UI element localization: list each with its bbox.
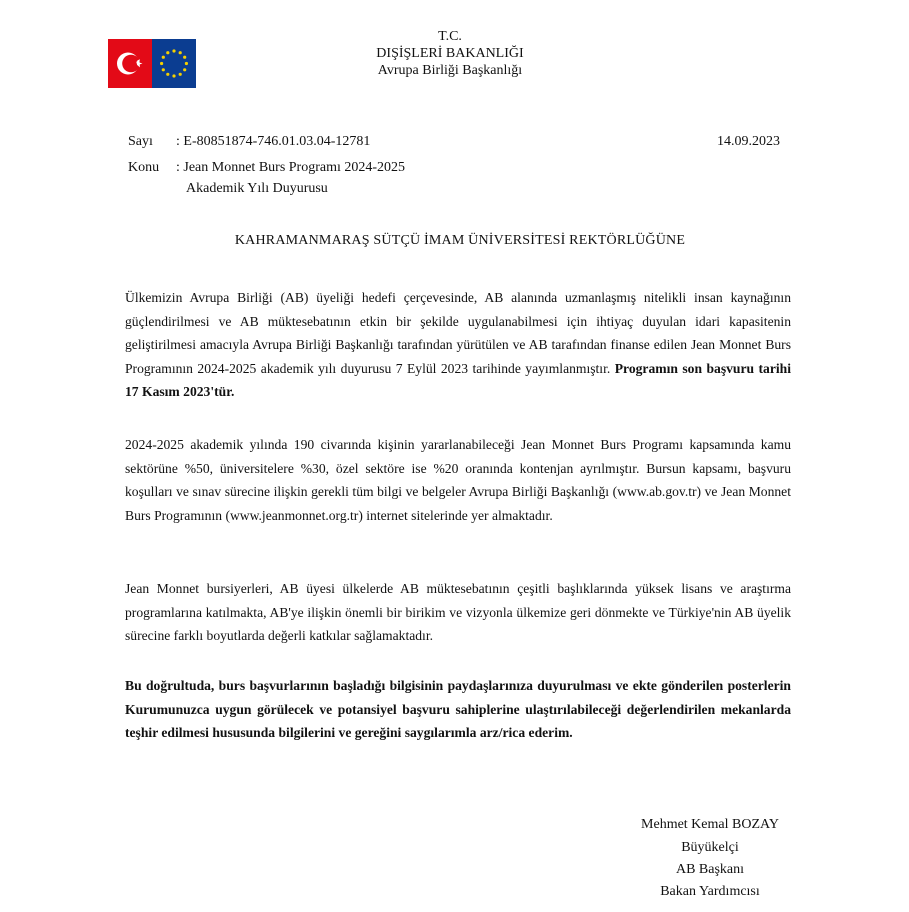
signer-position: Bakan Yardımcısı — [660, 884, 760, 899]
deadline-statement: Programın son başvuru tarihi 17 Kasım 2023'tür. — [125, 360, 792, 400]
signer-name: Mehmet Kemal BOZAY — [641, 817, 779, 832]
eu-flag-icon — [152, 39, 196, 88]
paragraph-2: 2024-2025 akademik yılında 190 civarında kişinin yararlanabileceği Jean Monnet Burs Programı kapsamında kamu sektörüne %50, üniversitelere %30, özel sektöre ise %20 oranında kontenjan ayrılmıştır. Bursun kapsamı, başvuru koşulları ve sınav sürecine ilişkin gerekli tüm bilgi ve belgeler Avrupa Birliği Başkanlığı (www.ab.gov.tr) ve Jean Monnet Burs Programının (www.jeanmonnet.org.tr) internet sitelerinde yer almaktadır. — [125, 437, 791, 523]
signer-title: Büyükelçi — [681, 840, 739, 855]
paragraph-1 — [125, 286, 791, 404]
sayi-label: Sayı — [128, 134, 153, 149]
konu-value-continued: Akademik Yılı Duyurusu — [186, 181, 328, 196]
paragraph-3: Jean Monnet bursiyerleri, AB üyesi ülkelerde AB müktesebatının çeşitli başlıklarında yüksek lisans ve araştırma programlarına katılmakta, AB'ye ilişkin önemli bir birikim ve vizyonla ülkemize geri dönmekte ve Türkiye'nin AB üyelik sürecine farklı boyutlarda değerli katkılar sağlamaktadır. — [125, 581, 791, 644]
konu-value: : Jean Monnet Burs Programı 2024-2025 — [176, 160, 406, 175]
logo-flags — [108, 39, 196, 88]
letterhead — [320, 28, 580, 79]
turkish-flag-icon — [108, 39, 152, 88]
header-directorate: Avrupa Birliği Başkanlığı — [377, 63, 523, 78]
header-ministry: DIŞİŞLERİ BAKANLIĞI — [376, 46, 524, 61]
header-tc: T.C. — [438, 29, 462, 44]
addressee: KAHRAMANMARAŞ SÜTÇÜ İMAM ÜNİVERSİTESİ REKTÖRLÜĞÜNE — [234, 233, 686, 248]
signer-role: AB Başkanı — [675, 862, 745, 877]
closing-paragraph: Bu doğrultuda, burs başvurlarının başladığı bilgisinin paydaşlarınıza duyurulması ve ekte gönderilen posterlerin Kurumunuzca uygun görülecek ve potansiyel başvuru sahiplerine ulaştırılabileceği değerlendirilen mekanlarda teşhir edilmesi hususunda bilgilerini ve gereğini saygılarımla arz/rica ederim. — [125, 678, 791, 741]
document-date: 14.09.2023 — [717, 134, 780, 149]
konu-label: Konu — [128, 160, 160, 175]
sayi-value: : E-80851874-746.01.03.04-12781 — [176, 134, 371, 149]
paragraph-1-text: Ülkemizin Avrupa Birliği (AB) üyeliği hedefi çerçevesinde, AB alanında uzmanlaşmış nitelikli insan kaynağının güçlendirilmesi ve AB müktesebatının etkin bir şekilde uygulanabilmesi için ihtiyaç duyulan idari kapasitenin geliştirilmesi amacıyla Avrupa Birliği Başkanlığı tarafından yürütülen ve AB tarafından finanse edilen Jean Monnet Burs Programının 2024-2025 akademik yılı duyurusu 7 Eylül 2023 tarihinde yayımlanmıştır. — [125, 290, 791, 376]
